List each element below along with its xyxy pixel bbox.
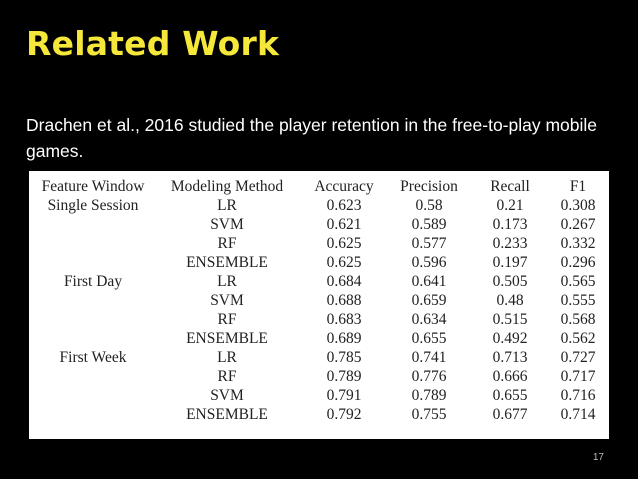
accuracy-cell: 0.688 (326, 292, 362, 309)
modeling-method-cell: LR (217, 273, 237, 290)
accuracy-cell: 0.623 (326, 197, 362, 214)
precision-cell: 0.659 (411, 292, 447, 309)
table-body (33, 196, 607, 424)
header-f1: F1 (569, 178, 587, 195)
f1-cell: 0.296 (560, 254, 596, 271)
header-recall: Recall (490, 178, 530, 195)
f1-cell: 0.727 (560, 349, 596, 366)
accuracy-cell: 0.625 (326, 235, 362, 252)
accuracy-cell: 0.785 (326, 349, 362, 366)
accuracy-cell: 0.689 (326, 330, 362, 347)
recall-cell: 0.173 (492, 216, 528, 233)
recall-cell: 0.505 (492, 273, 528, 290)
precision-cell: 0.789 (411, 387, 447, 404)
f1-cell: 0.716 (560, 387, 596, 404)
feature-window-cell: Single Session (47, 197, 139, 214)
f1-cell: 0.568 (560, 311, 596, 328)
f1-cell: 0.565 (560, 273, 596, 290)
accuracy-cell: 0.684 (326, 273, 362, 290)
modeling-method-cell: ENSEMBLE (186, 330, 268, 347)
precision-cell: 0.589 (411, 216, 447, 233)
slide-body-text: Drachen et al., 2016 studied the player retention in the free-to-play mobile games. (26, 115, 598, 161)
table-row (33, 234, 607, 253)
table-row (33, 329, 607, 348)
accuracy-cell: 0.791 (326, 387, 362, 404)
f1-cell: 0.717 (560, 368, 596, 385)
recall-cell: 0.713 (492, 349, 528, 366)
table-row (33, 348, 607, 367)
precision-cell: 0.577 (411, 235, 447, 252)
table-row (33, 386, 607, 405)
precision-cell: 0.776 (411, 368, 447, 385)
feature-window-cell: First Day (63, 273, 123, 290)
header-accuracy: Accuracy (314, 178, 374, 195)
results-table (33, 177, 607, 424)
recall-cell: 0.655 (492, 387, 528, 404)
table-row (33, 367, 607, 386)
recall-cell: 0.666 (492, 368, 528, 385)
recall-cell: 0.197 (492, 254, 528, 271)
f1-cell: 0.332 (560, 235, 596, 252)
feature-window-cell (33, 367, 153, 386)
table-row (33, 291, 607, 310)
accuracy-cell: 0.621 (326, 216, 362, 233)
modeling-method-cell: RF (217, 311, 237, 328)
modeling-method-cell: ENSEMBLE (186, 254, 268, 271)
slide-title: Related Work (26, 24, 280, 63)
page-number: 17 (592, 452, 604, 463)
modeling-method-cell: RF (217, 235, 237, 252)
f1-cell: 0.555 (560, 292, 596, 309)
table-row (33, 215, 607, 234)
recall-cell: 0.677 (492, 406, 528, 423)
feature-window-cell (33, 291, 153, 310)
precision-cell: 0.634 (411, 311, 447, 328)
accuracy-cell: 0.625 (326, 254, 362, 271)
feature-window-cell (33, 310, 153, 329)
table-row (33, 272, 607, 291)
recall-cell: 0.21 (496, 197, 524, 214)
feature-window-cell (33, 234, 153, 253)
modeling-method-cell: SVM (210, 216, 244, 233)
modeling-method-cell: SVM (210, 292, 244, 309)
f1-cell: 0.267 (560, 216, 596, 233)
results-table-image (29, 171, 609, 439)
table-row (33, 310, 607, 329)
accuracy-cell: 0.792 (326, 406, 362, 423)
precision-cell: 0.741 (411, 349, 447, 366)
accuracy-cell: 0.789 (326, 368, 362, 385)
feature-window-cell (33, 253, 153, 272)
table-row (33, 405, 607, 424)
header-modeling-method: Modeling Method (170, 178, 284, 195)
f1-cell: 0.562 (560, 330, 596, 347)
modeling-method-cell: RF (217, 368, 237, 385)
precision-cell: 0.755 (411, 406, 447, 423)
f1-cell: 0.714 (560, 406, 596, 423)
feature-window-cell (33, 329, 153, 348)
precision-cell: 0.596 (411, 254, 447, 271)
modeling-method-cell: ENSEMBLE (186, 406, 268, 423)
table-row (33, 253, 607, 272)
modeling-method-cell: LR (217, 349, 237, 366)
feature-window-cell (33, 386, 153, 405)
feature-window-cell (33, 405, 153, 424)
f1-cell: 0.308 (560, 197, 596, 214)
precision-cell: 0.58 (415, 197, 443, 214)
modeling-method-cell: LR (217, 197, 237, 214)
header-feature-window: Feature Window (41, 178, 145, 195)
table-header-row (33, 177, 607, 196)
recall-cell: 0.515 (492, 311, 528, 328)
recall-cell: 0.48 (496, 292, 524, 309)
precision-cell: 0.641 (411, 273, 447, 290)
recall-cell: 0.492 (492, 330, 528, 347)
header-precision: Precision (400, 178, 458, 195)
table-row (33, 196, 607, 215)
feature-window-cell (33, 215, 153, 234)
recall-cell: 0.233 (492, 235, 528, 252)
feature-window-cell: First Week (59, 349, 127, 366)
modeling-method-cell: SVM (210, 387, 244, 404)
precision-cell: 0.655 (411, 330, 447, 347)
accuracy-cell: 0.683 (326, 311, 362, 328)
